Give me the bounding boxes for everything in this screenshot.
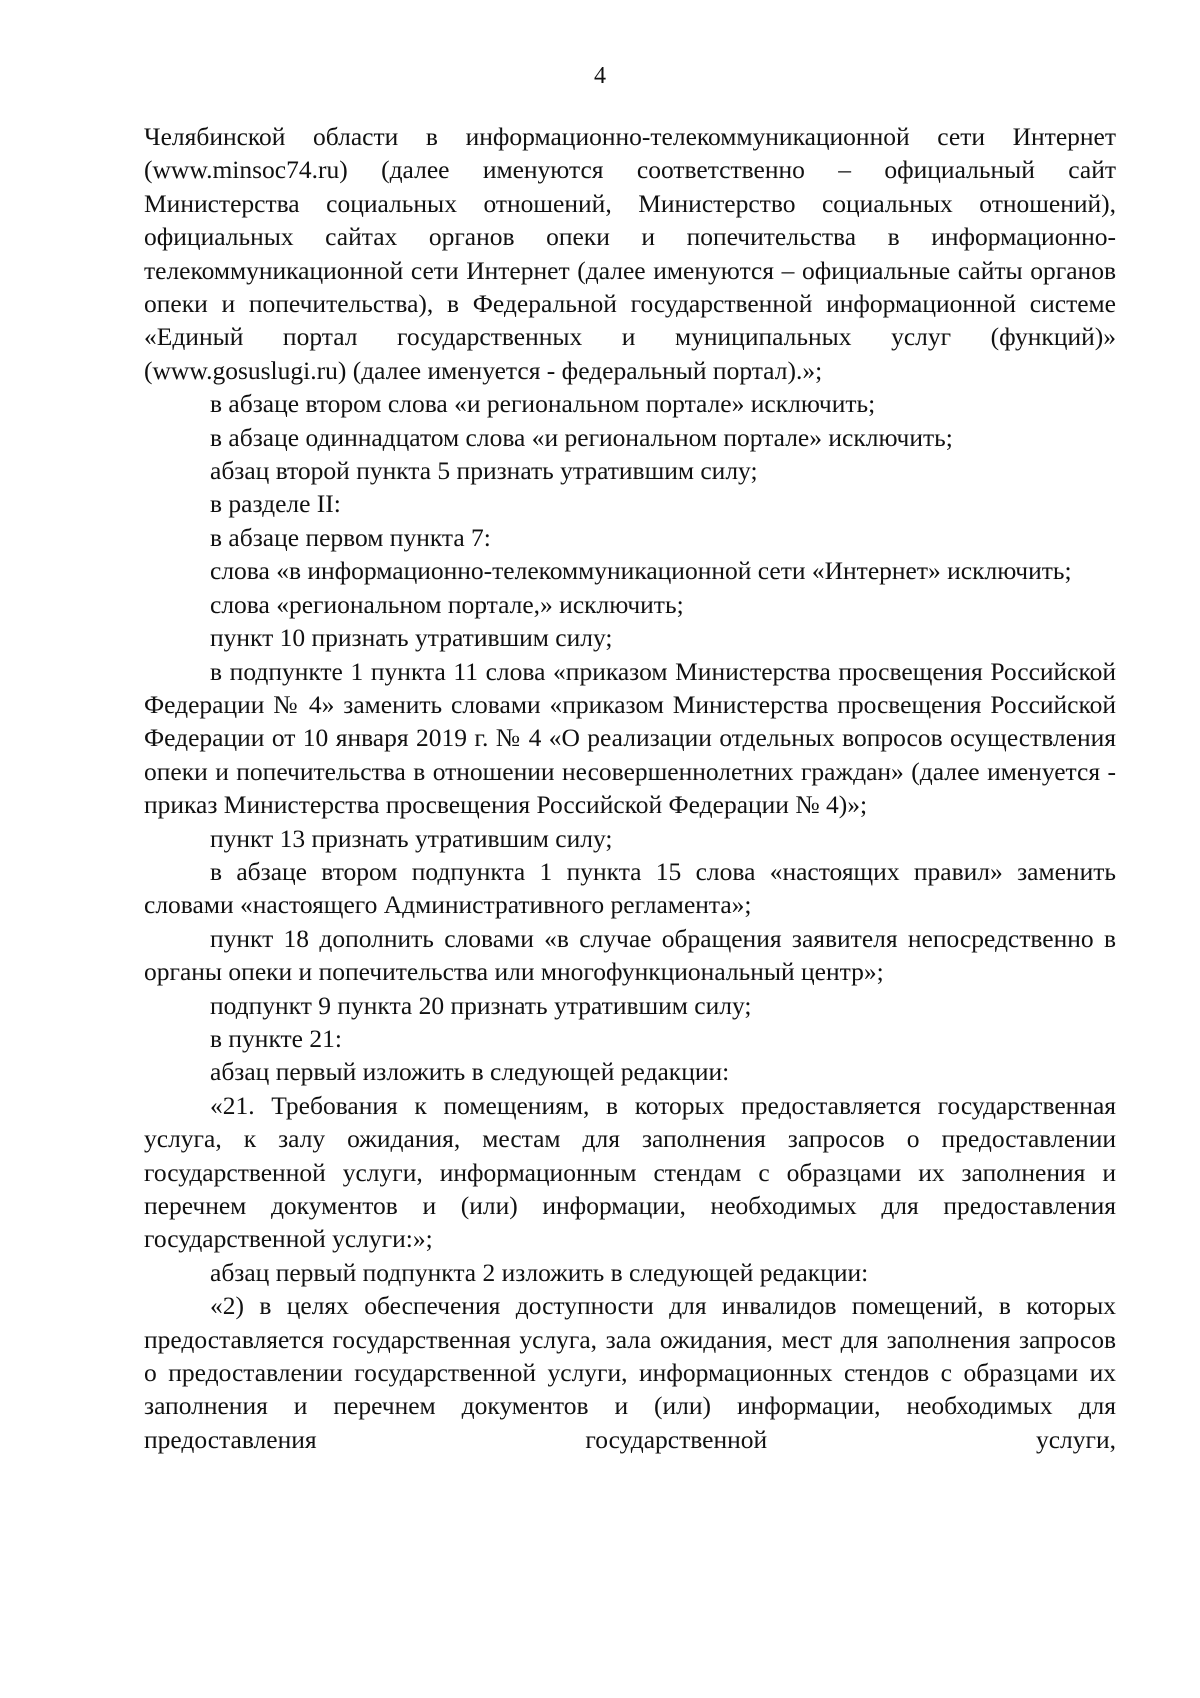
- paragraph-19: «2) в целях обеспечения доступности для инвалидов помещений, в которых предоставляется государственная услуга, зала ожидания, мест для заполнения запросов о предоставлении государственной услуги, информационных стендов с образцами их заполнения и перечнем документов и (или) информации, необходимых для предоставления государственной услуги,: [144, 1291, 1116, 1454]
- paragraph-15: в пункте 21:: [210, 1023, 342, 1053]
- paragraph-2: в абзаце втором слова «и региональном портале» исключить;: [210, 389, 876, 419]
- paragraph-4: абзац второй пункта 5 признать утратившим силу;: [210, 456, 758, 486]
- paragraph-3: в абзаце одиннадцатом слова «и региональном портале» исключить;: [210, 422, 953, 452]
- paragraph-18: абзац первый подпункта 2 изложить в следующей редакции:: [210, 1257, 869, 1287]
- paragraph-12: в абзаце втором подпункта 1 пункта 15 слова «настоящих правил» заменить словами «настоящего Административного регламента»;: [144, 856, 1116, 920]
- paragraph-6: в абзаце первом пункта 7:: [210, 522, 491, 552]
- page-number: 4: [594, 63, 606, 89]
- paragraph-7: слова «в информационно-телекоммуникационной сети «Интернет» исключить;: [210, 556, 1072, 586]
- paragraph-8: слова «региональном портале,» исключить;: [210, 589, 684, 619]
- paragraph-1: Челябинской области в информационно-телекоммуникационной сети Интернет (www.minsoc74.ru) (далее именуются соответственно – официальный сайт Министерства социальных отношений, Министерство социальных отношений), официальных сайтах органов опеки и попечительства в информационно-телекоммуникационной сети Интернет (далее именуются – официальные сайты органов опеки и попечительства), в Федеральной государственной информационной системе «Единый портал государственных и муниципальных услуг (функций)» (www.gosuslugi.ru) (далее именуется - федеральный портал).»;: [144, 122, 1116, 385]
- paragraph-9: пункт 10 признать утратившим силу;: [210, 623, 613, 653]
- paragraph-10: в подпункте 1 пункта 11 слова «приказом Министерства просвещения Российской Федерации № 4» заменить словами «приказом Министерства просвещения Российской Федерации от 10 января 2019 г. № 4 «О реализации отдельных вопросов осуществления опеки и попечительства в отношении несовершеннолетних граждан» (далее именуется - приказ Министерства просвещения Российской Федерации № 4)»;: [144, 656, 1116, 820]
- paragraph-11: пункт 13 признать утратившим силу;: [210, 823, 613, 853]
- paragraph-14: подпункт 9 пункта 20 признать утратившим силу;: [210, 990, 752, 1020]
- paragraph-16: абзац первый изложить в следующей редакции:: [210, 1057, 730, 1087]
- document-body: [144, 120, 1116, 1456]
- paragraph-17: «21. Требования к помещениям, в которых предоставляется государственная услуга, к залу ожидания, местам для заполнения запросов о предоставлении государственной услуги, информационным стендам с образцами их заполнения и перечнем документов и (или) информации, необходимых для предоставления государственной услуги:»;: [144, 1090, 1116, 1254]
- paragraph-5: в разделе II:: [210, 489, 341, 519]
- paragraph-13: пункт 18 дополнить словами «в случае обращения заявителя непосредственно в органы опеки и попечительства или многофункциональный центр»;: [144, 923, 1116, 987]
